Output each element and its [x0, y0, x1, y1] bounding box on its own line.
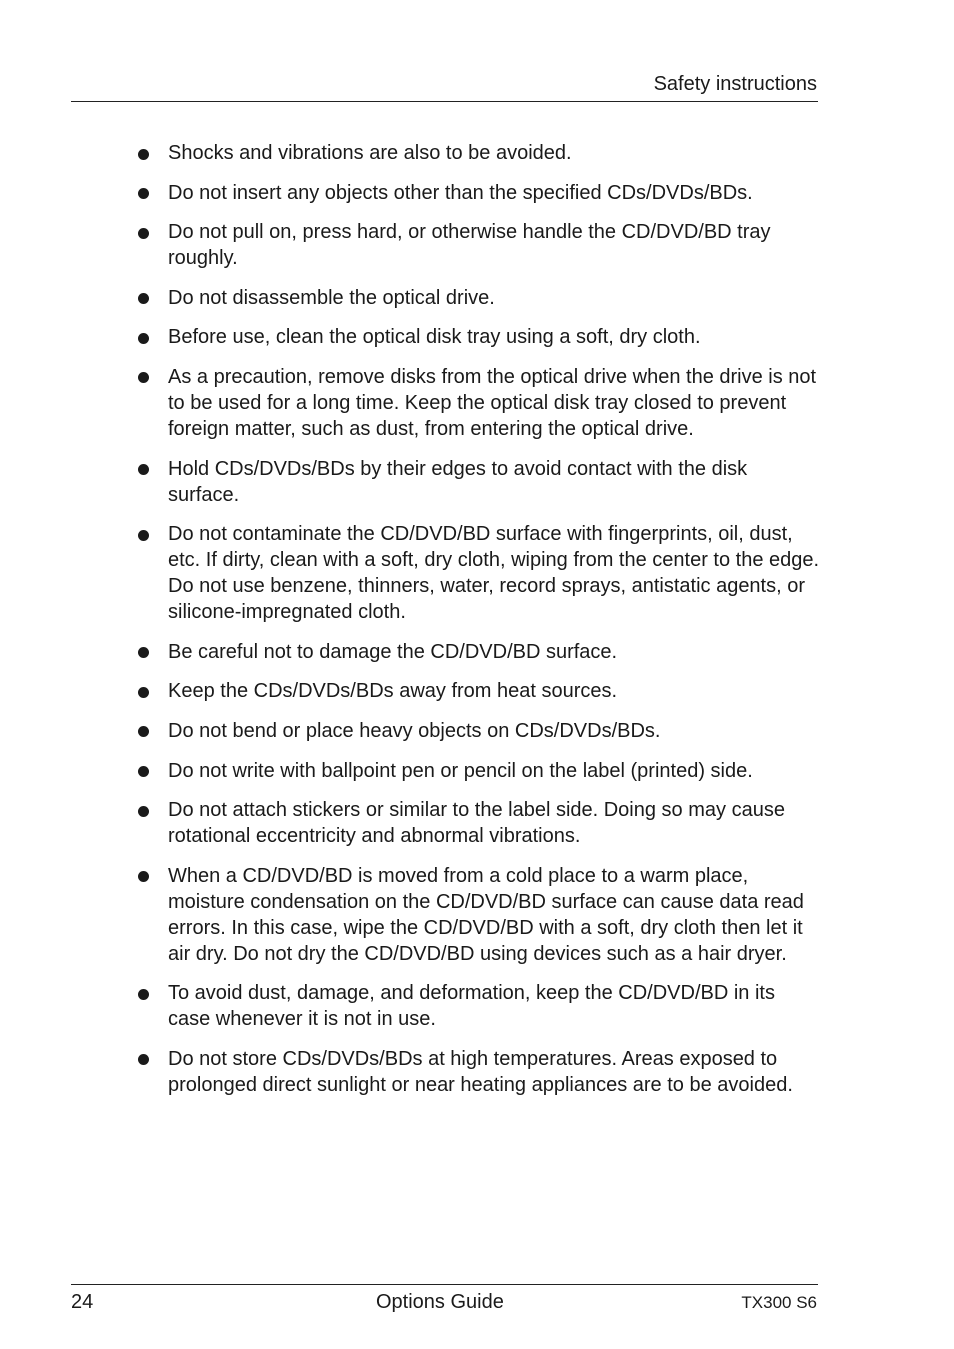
- bullet-text: Do not contaminate the CD/DVD/BD surface with fingerprints, oil, dust, etc. If dirty, clean with a soft, dry cloth, wiping from the center to the edge. Do not use benzene, thinners, water, record sprays, antistatic agents, or silicone-impregnated cloth.: [168, 523, 820, 624]
- bullet-item: [136, 980, 822, 1032]
- bullet-icon: [138, 726, 149, 737]
- bullet-item: [136, 180, 822, 206]
- bullet-item: [136, 758, 822, 784]
- guide-title: Options Guide: [376, 1291, 504, 1313]
- bullet-icon: [138, 1054, 149, 1065]
- bullet-text: Be careful not to damage the CD/DVD/BD surface.: [168, 640, 618, 663]
- bullet-icon: [138, 372, 149, 383]
- bullet-text: Keep the CDs/DVDs/BDs away from heat sources.: [168, 680, 618, 703]
- bullet-item: [136, 219, 822, 271]
- bullet-item: [136, 285, 822, 311]
- bullet-icon: [138, 149, 149, 160]
- bullet-item: [136, 863, 822, 967]
- bullet-item: [136, 718, 822, 744]
- bullet-icon: [138, 333, 149, 344]
- bullet-icon: [138, 464, 149, 475]
- bullet-text: As a precaution, remove disks from the optical drive when the drive is not to be used for a long time. Keep the optical disk tray closed to prevent foreign matter, such as dust, from entering the optical drive.: [168, 365, 817, 440]
- bullet-item: [136, 140, 822, 166]
- bullet-item: [136, 1046, 822, 1098]
- bullet-item: [136, 521, 822, 625]
- bullet-text: When a CD/DVD/BD is moved from a cold place to a warm place, moisture condensation on the CD/DVD/BD surface can cause data read errors. In this case, wipe the CD/DVD/BD with a soft, dry cloth then let it air dry. Do not dry the CD/DVD/BD using devices such as a hair dryer.: [168, 864, 804, 965]
- bullet-item: [136, 324, 822, 350]
- bullet-icon: [138, 871, 149, 882]
- bullet-item: [136, 678, 822, 704]
- bullet-text: Do not attach stickers or similar to the label side. Doing so may cause rotational eccentricity and abnormal vibrations.: [168, 799, 785, 848]
- bullet-text: Do not disassemble the optical drive.: [168, 286, 495, 309]
- bullet-text: Do not store CDs/DVDs/BDs at high temperatures. Areas exposed to prolonged direct sunlight or near heating appliances are to be avoided.: [168, 1047, 793, 1096]
- bullet-icon: [138, 530, 149, 541]
- bullet-item: [136, 639, 822, 665]
- header-rule: [71, 101, 818, 102]
- bullet-text: Before use, clean the optical disk tray using a soft, dry cloth.: [168, 326, 701, 349]
- bullet-item: [136, 456, 822, 508]
- bullet-icon: [138, 647, 149, 658]
- bullet-icon: [138, 293, 149, 304]
- safety-bullet-list: [136, 140, 822, 1112]
- bullet-text: To avoid dust, damage, and deformation, keep the CD/DVD/BD in its case whenever it is not in use.: [168, 982, 775, 1031]
- bullet-icon: [138, 228, 149, 239]
- bullet-icon: [138, 766, 149, 777]
- bullet-item: [136, 797, 822, 849]
- bullet-text: Do not insert any objects other than the specified CDs/DVDs/BDs.: [168, 181, 753, 204]
- bullet-text: Do not write with ballpoint pen or pencil on the label (printed) side.: [168, 759, 753, 782]
- bullet-item: [136, 364, 822, 442]
- bullet-text: Do not bend or place heavy objects on CDs/DVDs/BDs.: [168, 719, 661, 742]
- section-title: Safety instructions: [653, 73, 817, 95]
- bullet-text: Shocks and vibrations are also to be avoided.: [168, 142, 572, 164]
- footer-rule: [71, 1284, 818, 1285]
- bullet-icon: [138, 806, 149, 817]
- bullet-text: Hold CDs/DVDs/BDs by their edges to avoid contact with the disk surface.: [168, 457, 748, 506]
- bullet-text: Do not pull on, press hard, or otherwise handle the CD/DVD/BD tray roughly.: [168, 221, 771, 270]
- model-name: TX300 S6: [741, 1293, 817, 1312]
- bullet-icon: [138, 989, 149, 1000]
- page-number: 24: [71, 1291, 94, 1313]
- bullet-icon: [138, 188, 149, 199]
- bullet-icon: [138, 687, 149, 698]
